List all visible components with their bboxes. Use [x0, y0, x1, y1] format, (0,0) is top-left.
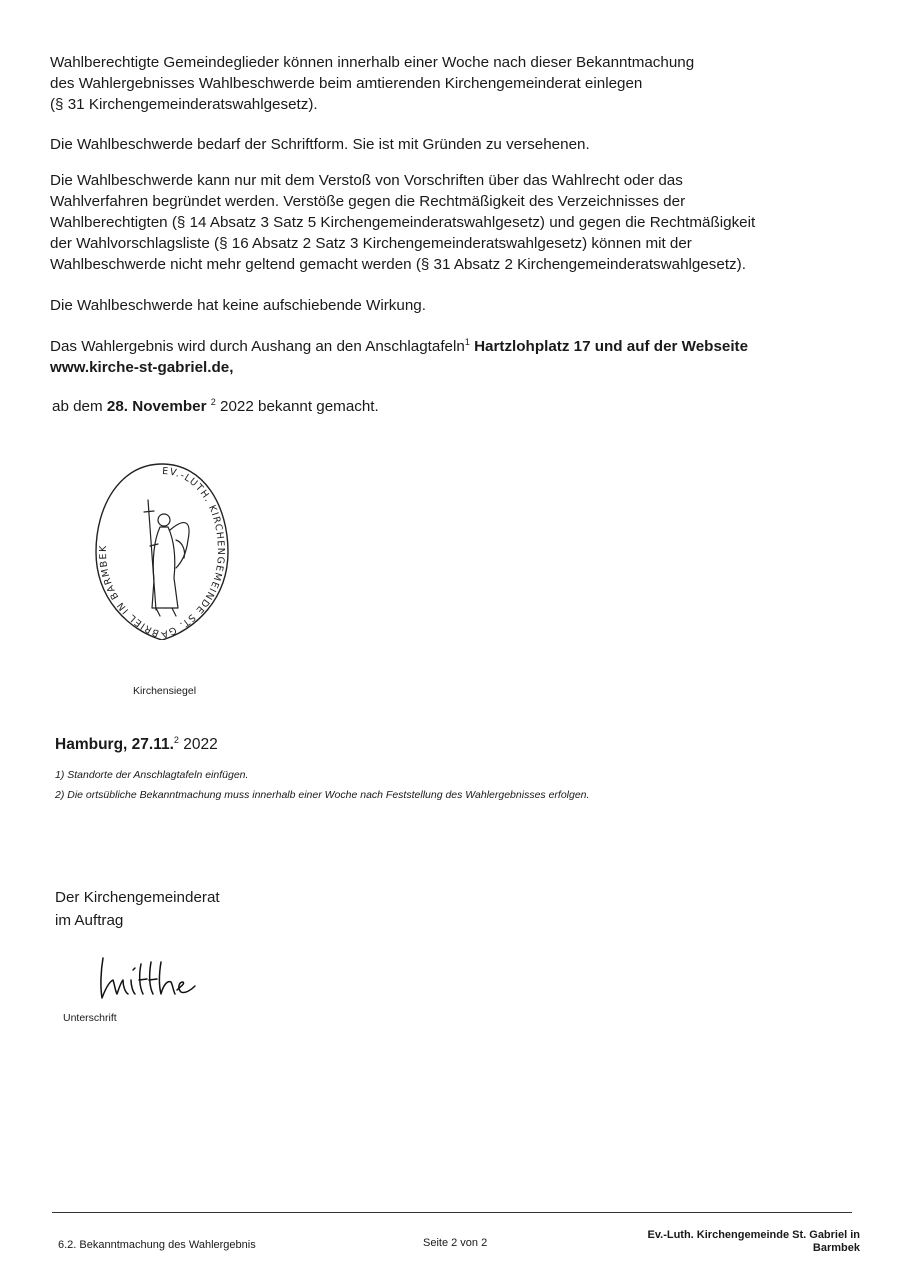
- footnote-2: 2) Die ortsübliche Bekanntmachung muss innerhalb einer Woche nach Feststellung des Wahlergebnisses erfolgen.: [55, 789, 590, 801]
- place-date: [55, 736, 218, 754]
- paragraph-publication: [50, 336, 840, 378]
- council-block: [55, 886, 220, 932]
- text-line: Wahlverfahren begründet werden. Verstöße gegen die Rechtmäßigkeit des Verzeichnisses der: [50, 193, 686, 210]
- text-line: des Wahlergebnisses Wahlbeschwerde beim amtierenden Kirchengemeinderat einlegen: [50, 75, 643, 92]
- text-line: Wahlbeschwerde nicht mehr geltend gemacht werden (§ 31 Absatz 2 Kirchengemeinderatswahlgesetz).: [50, 256, 746, 273]
- place-date-bold: Hamburg, 27.11.: [55, 736, 174, 753]
- footnote-ref: 2: [173, 735, 179, 745]
- date-suffix: 2022 bekannt gemacht.: [220, 398, 379, 415]
- footer-divider: [52, 1212, 852, 1213]
- church-seal-icon: [92, 460, 232, 640]
- paragraph-written-form: [50, 134, 840, 155]
- footer-organization: [600, 1229, 860, 1255]
- text-line: Wahlberechtigte Gemeindeglieder können innerhalb einer Woche nach dieser Bekanntmachung: [50, 54, 695, 71]
- paragraph-complaint-grounds: [50, 170, 840, 275]
- publication-text: Das Wahlergebnis wird durch Aushang an den Anschlagtafeln: [50, 338, 465, 355]
- footer-page-number: Seite 2 von 2: [423, 1237, 488, 1249]
- council-on-behalf: im Auftrag: [55, 912, 124, 929]
- text-line: Die Wahlbeschwerde hat keine aufschiebende Wirkung.: [50, 297, 426, 314]
- seal-caption: Kirchensiegel: [133, 685, 197, 697]
- footnote-1: 1) Standorte der Anschlagtafeln einfügen.: [55, 769, 249, 781]
- paragraph-no-suspensive-effect: [50, 295, 840, 316]
- footer-org-line1: Ev.-Luth. Kirchengemeinde St. Gabriel in: [647, 1229, 860, 1241]
- svg-text:EV.-LUTH. KIRCHENGEMEINDE ST.: EV.-LUTH. KIRCHENGEMEINDE ST. GABRIEL IN BARMBEK: [97, 465, 227, 640]
- text-line: Die Wahlbeschwerde bedarf der Schriftform. Sie ist mit Gründen zu versehenen.: [50, 136, 590, 153]
- footer-org-line2: Barmbek: [812, 1242, 860, 1254]
- date-year: 2022: [183, 736, 218, 753]
- council-name: Der Kirchengemeinderat: [55, 889, 220, 906]
- publication-location: Hartzlohplatz 17 und auf der Webseite: [474, 338, 749, 355]
- website-url: www.kirche-st-gabriel.de,: [50, 359, 234, 376]
- text-line: Die Wahlbeschwerde kann nur mit dem Verstoß von Vorschriften über das Wahlrecht oder das: [50, 172, 683, 189]
- publication-date: 28. November: [106, 398, 207, 415]
- paragraph-complaint-right: [50, 52, 840, 115]
- footnote-ref: 2: [210, 397, 216, 407]
- footnote-ref: 1: [464, 337, 470, 347]
- text-line: [52, 396, 842, 417]
- text-line: Wahlberechtigten (§ 14 Absatz 3 Satz 5 Kirchengemeinderatswahlgesetz) und gegen die Rechtmäßigkeit: [50, 214, 756, 231]
- text-line: (§ 31 Kirchengemeinderatswahlgesetz).: [50, 96, 318, 113]
- handwritten-signature-icon: [95, 950, 205, 1010]
- footer-document-title: 6.2. Bekanntmachung des Wahlergebnis: [58, 1239, 256, 1251]
- signature-caption: Unterschrift: [63, 1012, 117, 1024]
- text-line: der Wahlvorschlagsliste (§ 16 Absatz 2 Satz 3 Kirchengemeinderatswahlgesetz) können mit der: [50, 235, 692, 252]
- paragraph-publication-date: [52, 396, 842, 417]
- text-line: [50, 336, 840, 357]
- text-line: [50, 357, 840, 378]
- date-prefix: ab dem: [52, 398, 103, 415]
